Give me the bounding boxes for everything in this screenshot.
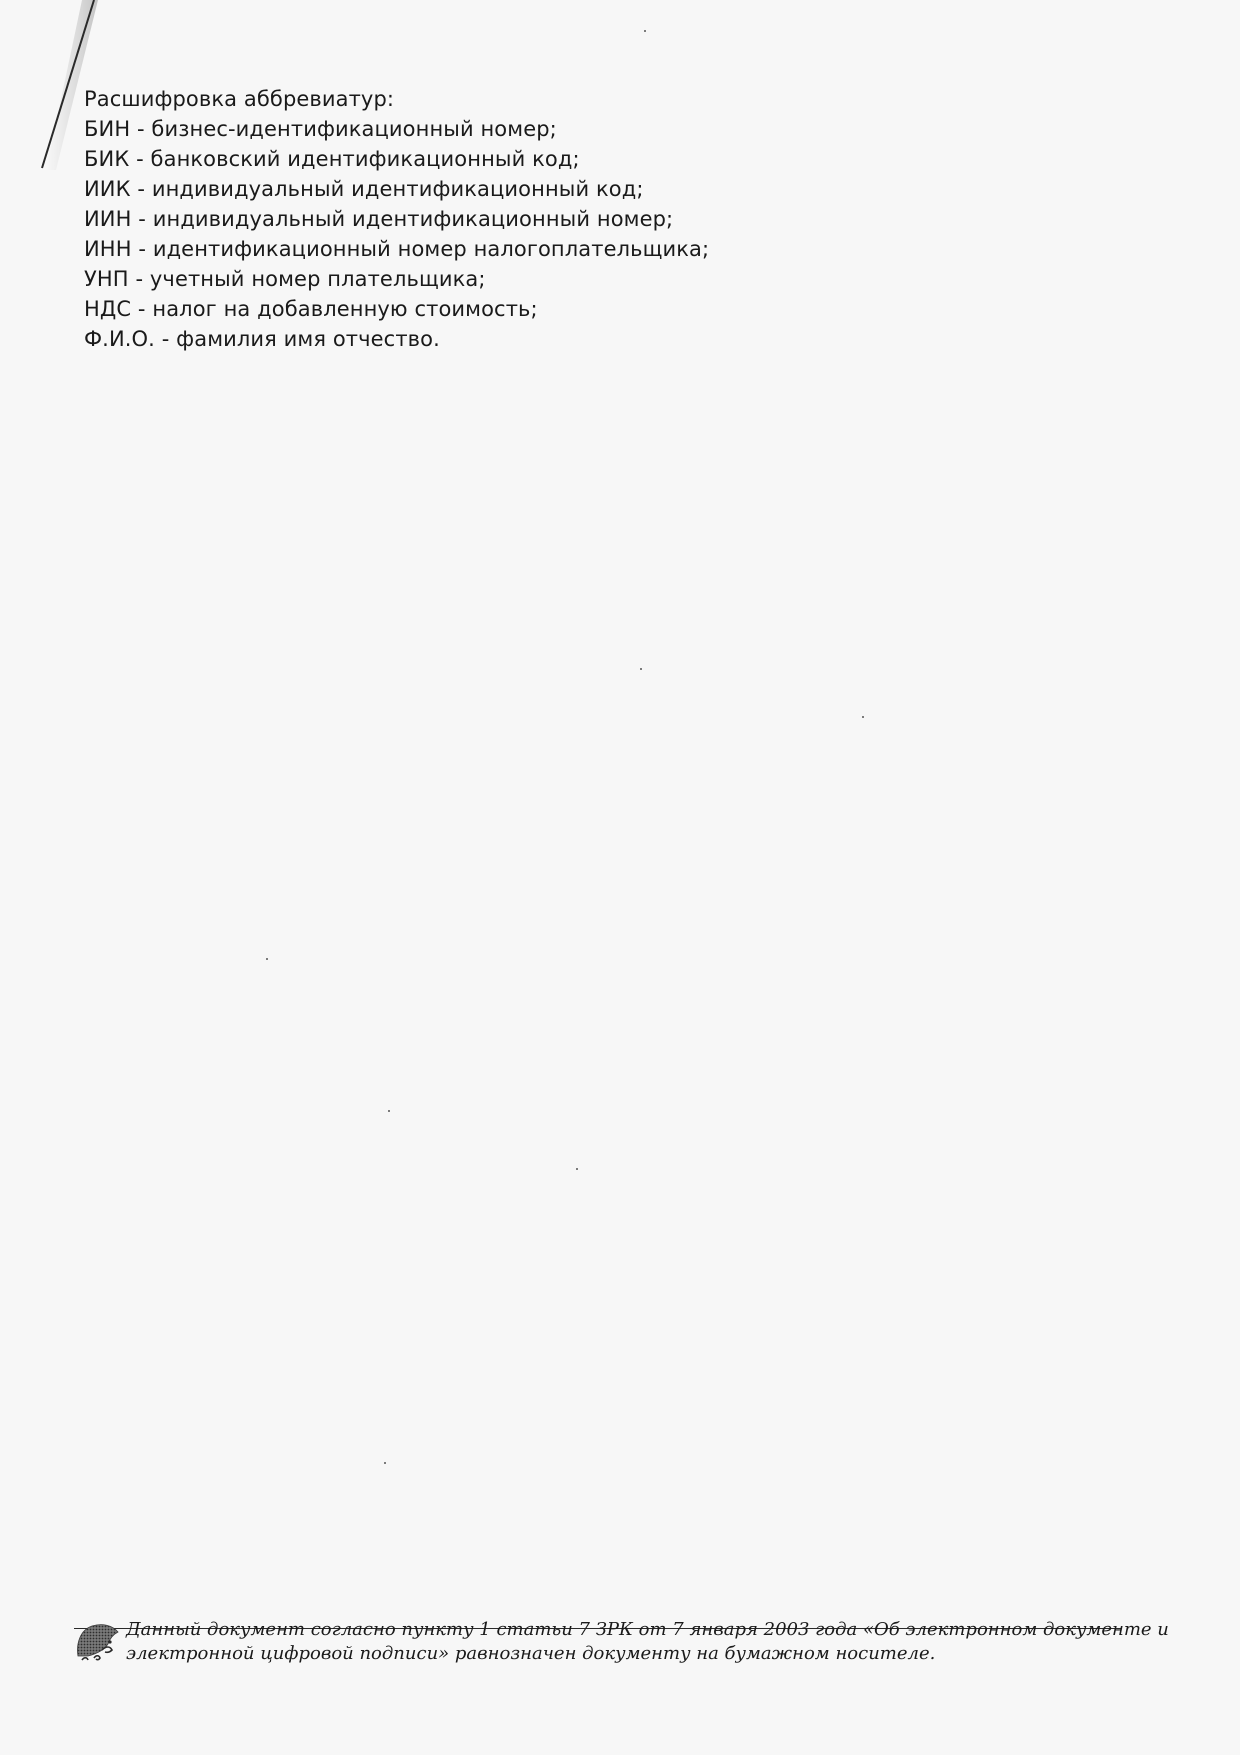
abbreviation-item-nds: НДС - налог на добавленную стоимость; [84,297,538,321]
abbreviations-heading: Расшифровка аббревиатур: [84,87,395,111]
speck [266,958,268,960]
abbreviations-list [84,84,984,354]
abbreviation-item-iin: ИИН - индивидуальный идентификационный номер; [84,207,674,231]
abbreviation-item-bin: БИН - бизнес-идентификационный номер; [84,117,557,141]
abbreviation-item-iik: ИИК - индивидуальный идентификационный код; [84,177,644,201]
abbreviation-item-inn: ИНН - идентификационный номер налогоплательщика; [84,237,710,261]
footer-line-1: Данный документ согласно пункту 1 статьи 7 ЗРК от 7 января 2003 года «Об электронном документе и [126,1619,1169,1640]
footer-legal-notice [126,1618,1169,1666]
abbreviation-item-fio: Ф.И.О. - фамилия имя отчество. [84,327,440,351]
speck [862,716,864,718]
speck [640,668,642,670]
footer-line-2: электронной цифровой подписи» равнозначен документу на бумажном носителе. [126,1643,936,1664]
abbreviation-item-bik: БИК - банковский идентификационный код; [84,147,580,171]
abbreviation-item-unp: УНП - учетный номер плательщика; [84,267,486,291]
emblem-icon [74,1616,124,1666]
speck [644,30,646,32]
speck [388,1110,390,1112]
speck [384,1462,386,1464]
speck [576,1168,578,1170]
